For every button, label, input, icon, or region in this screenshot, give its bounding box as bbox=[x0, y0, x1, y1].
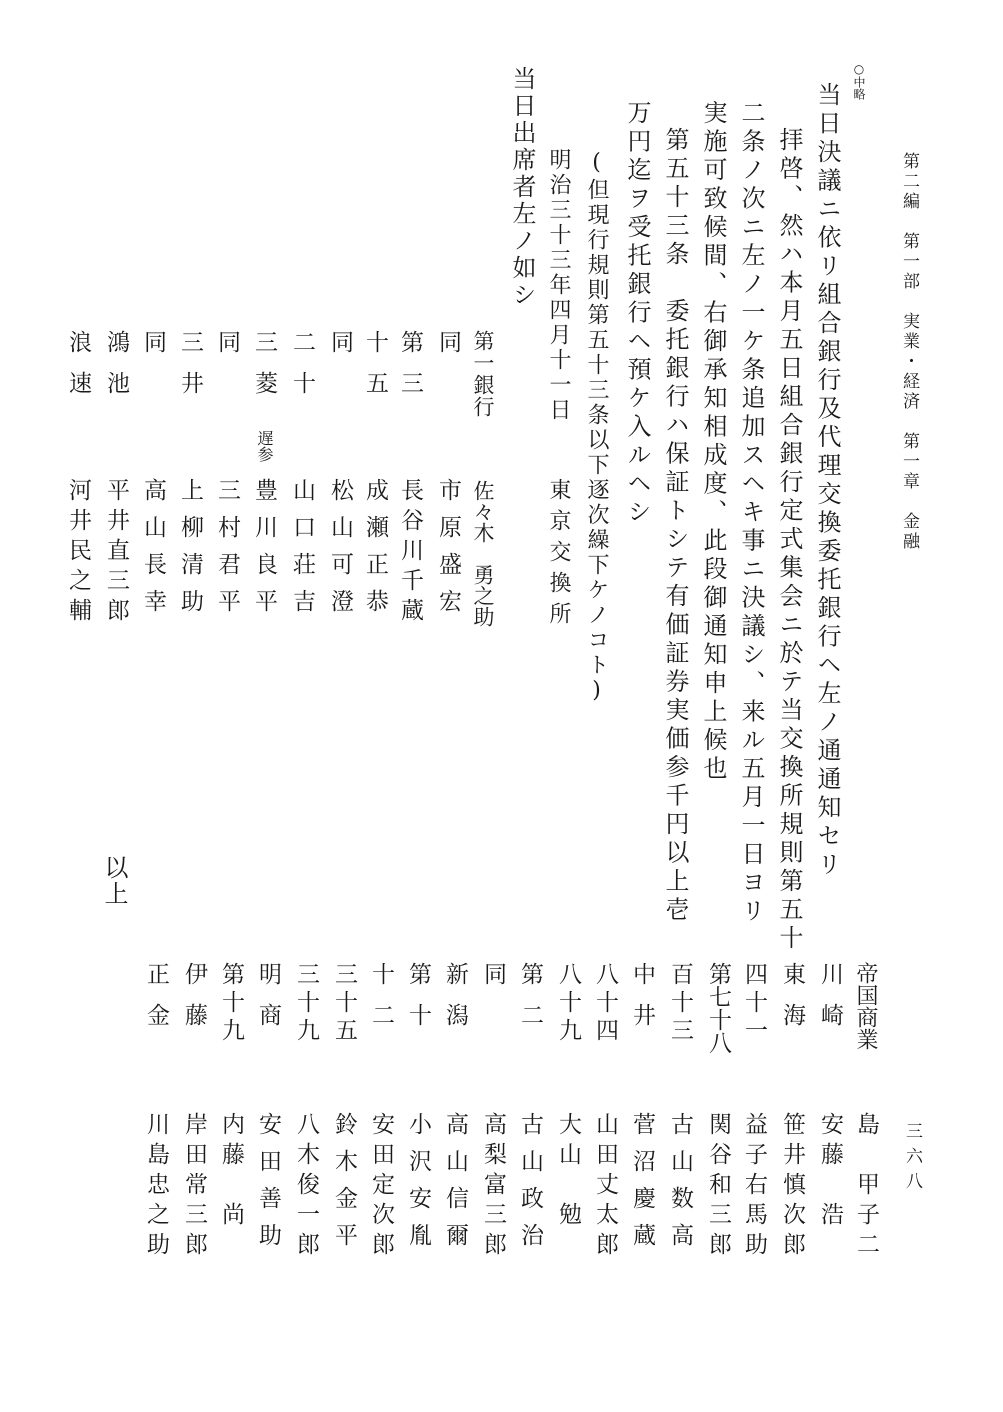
body-line-4: 実施可致候間、右御承知相成度、此段御通知申上候也 bbox=[699, 100, 727, 784]
attendee-name: 鈴木金平 bbox=[331, 1112, 357, 1260]
attendee-bank: 第十九 bbox=[218, 962, 244, 1046]
body-line-2: 拝啓、然ハ本月五日組合銀行定式集会ニ於テ当交換所規則第五十 bbox=[775, 127, 803, 954]
attendee-name: 高山長幸 bbox=[140, 478, 166, 626]
attendee-bank: 第十 bbox=[405, 962, 431, 1044]
attendee-bank: 四十一 bbox=[741, 962, 767, 1046]
attendee-name: 長谷川千蔵 bbox=[397, 478, 423, 628]
attendee-bank: 第三 bbox=[397, 330, 423, 412]
body-line-1: 当日決議ニ依リ組合銀行及代理交換委托銀行ヘ左ノ通通知セリ bbox=[813, 82, 841, 880]
attendee-name: 安田定次郎 bbox=[368, 1112, 394, 1262]
attendee-bank: 三菱 bbox=[251, 330, 277, 412]
attendee-name: 佐々木 勇之助 bbox=[471, 480, 495, 627]
running-head: 第二編 第一部 実業・経済 第一章 金融 bbox=[899, 152, 919, 552]
attendee-name: 八木俊一郎 bbox=[293, 1112, 319, 1262]
attendee-name: 安藤 浩 bbox=[817, 1112, 843, 1232]
attendee-bank: 第一銀行 bbox=[471, 330, 495, 418]
body-line-6: 万円迄ヲ受托銀行ヘ預ケ入ルヘシ bbox=[623, 100, 651, 528]
attendee-name: 安田善助 bbox=[255, 1112, 281, 1260]
attendee-bank: 三十九 bbox=[293, 962, 319, 1046]
attendee-name: 山田丈太郎 bbox=[592, 1112, 618, 1262]
attendee-bank: 浪速 bbox=[65, 330, 91, 412]
attendee-bank: 帝国商業 bbox=[853, 962, 878, 1050]
body-line-3: 二条ノ次ニ左ノ一ケ条追加スヘキ事ニ決議シ、来ル五月一日ヨリ bbox=[737, 100, 765, 927]
attendee-name: 菅沼慶蔵 bbox=[629, 1112, 655, 1260]
attendee-name: 大山 勉 bbox=[555, 1112, 581, 1232]
attendee-bank: 八十四 bbox=[592, 962, 618, 1046]
attendee-bank: 十五 bbox=[362, 330, 388, 412]
attendee-name: 高山信爾 bbox=[442, 1112, 468, 1260]
attendee-bank: 八十九 bbox=[555, 962, 581, 1046]
attendee-name: 松山可澄 bbox=[327, 478, 353, 626]
attendee-bank: 正金 bbox=[143, 962, 169, 1044]
attendee-name: 島 甲子二 bbox=[853, 1112, 879, 1262]
omission-note: ○中略 bbox=[852, 62, 866, 100]
attendee-name: 小沢安胤 bbox=[405, 1112, 431, 1260]
attendee-name: 河井民之輔 bbox=[65, 478, 91, 628]
attendee-bank: 同 bbox=[214, 330, 240, 371]
attendee-name: 上柳清助 bbox=[177, 478, 203, 626]
attendee-name: 岸田常三郎 bbox=[181, 1112, 207, 1262]
attendee-name: 市原盛宏 bbox=[435, 478, 461, 626]
attendee-bank: 明商 bbox=[255, 962, 281, 1044]
attendee-bank: 伊藤 bbox=[181, 962, 207, 1044]
attendee-name: 関谷和三郎 bbox=[705, 1112, 731, 1262]
attendee-bank: 同 bbox=[327, 330, 353, 371]
attendee-bank: 百十三 bbox=[667, 962, 693, 1046]
attendee-bank: 中井 bbox=[629, 962, 655, 1044]
page-number: 三六八 bbox=[902, 1122, 922, 1197]
attendee-bank: 十二 bbox=[368, 962, 394, 1044]
attendee-bank: 同 bbox=[480, 962, 506, 985]
attendee-bank: 三井 bbox=[177, 330, 203, 412]
attendee-name: 益子右馬助 bbox=[741, 1112, 767, 1262]
attendance-intro: 当日出席者左ノ如シ bbox=[508, 66, 536, 309]
attendee-bank: 同 bbox=[140, 330, 166, 371]
attendee-bank: 第七十八 bbox=[705, 962, 731, 1054]
body-line-5: 第五十三条 委托銀行ハ保証トシテ有価証券実価参千円以上壱 bbox=[661, 127, 689, 925]
attendee-bank: 鴻池 bbox=[103, 330, 129, 412]
attendee-name: 古山政治 bbox=[517, 1112, 543, 1260]
attendee-name: 古山数高 bbox=[667, 1112, 693, 1260]
attendee-bank: 東海 bbox=[779, 962, 805, 1044]
attendee-bank: 新潟 bbox=[442, 962, 468, 1044]
attendee-bank: 三十五 bbox=[331, 962, 357, 1046]
body-line-7: (但現行規則第五十三条以下逐次繰下ケノコト) bbox=[584, 150, 609, 706]
attendee-name: 成瀬正恭 bbox=[362, 478, 388, 626]
attendee-name: 川島忠之助 bbox=[143, 1112, 169, 1262]
attendee-name: 平井直三郎 bbox=[103, 478, 129, 628]
attendee-name: 笹井慎次郎 bbox=[779, 1112, 805, 1262]
attendee-bank: 二十 bbox=[289, 330, 315, 412]
document-date: 明治三十三年四月十一日 bbox=[546, 148, 571, 423]
attendee-name: 豊川良平 bbox=[251, 478, 277, 626]
attendee-name: 内藤 尚 bbox=[218, 1112, 244, 1232]
attendee-bank: 第二 bbox=[517, 962, 543, 1044]
attendee-name: 高梨富三郎 bbox=[480, 1112, 506, 1262]
document-sender: 東京交換所 bbox=[546, 478, 571, 633]
closing-mark: 以上 bbox=[100, 855, 128, 907]
attendee-bank: 同 bbox=[435, 330, 461, 371]
attendee-name: 山口荘吉 bbox=[289, 478, 315, 626]
late-arrival-note: 遅参 bbox=[255, 430, 274, 462]
attendee-bank: 川崎 bbox=[817, 962, 843, 1044]
attendee-name: 三村君平 bbox=[214, 478, 240, 626]
